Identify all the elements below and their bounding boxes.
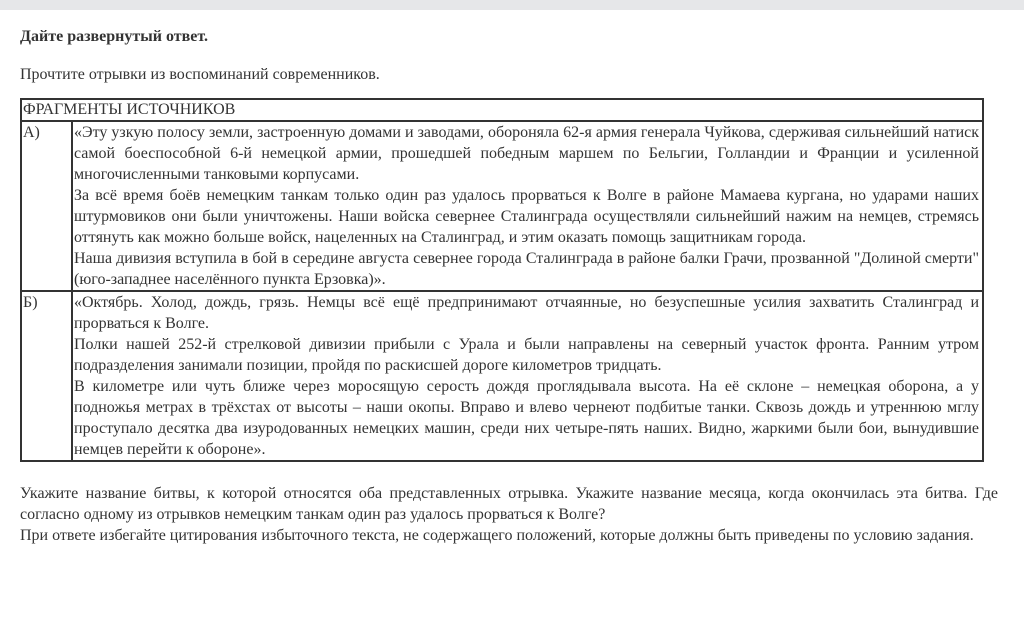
fragment-paragraph: В километре или чуть ближе через моросящую серость дождя проглядывала высота. На её склоне – немецкая оборона, а у подножья метрах в трёхстах от высоты – наши окопы. Вправо и влево чернеют подбитые танки. Сквозь дождь и утреннюю мглу проступало десятка два изуродованных немецких машин, среди них четыре-пять наших. Видно, жаркими были бои, вынудившие немцев перейти к обороне». (74, 378, 979, 458)
task-intro: Прочтите отрывки из воспоминаний современников. (20, 66, 380, 83)
answer-instruction: При ответе избегайте цитирования избыточного текста, не содержащего положений, которые должны быть приведены по условию задания. (20, 527, 974, 544)
table-row (21, 291, 983, 461)
fragment-label-b: Б) (21, 291, 72, 461)
fragment-paragraph: За всё время боёв немецким танкам только один раз удалось прорваться к Волге в районе Мамаева кургана, но ударами наших штурмовиков они были уничтожены. Наши войска севернее Сталинграда осуществляли сильнейший нажим на немцев, стремясь оттянуть как можно больше войск, нацеленных на Сталинград, и этим оказать помощь защитникам города. (74, 187, 979, 246)
fragment-paragraph: Наша дивизия вступила в бой в середине августа севернее города Сталинграда в районе балки Грачи, прозванной "Долиной смерти" (юго-западнее населённого пункта Ерзовка)». (74, 250, 979, 288)
fragment-label-a: А) (21, 121, 72, 291)
sources-table-caption: ФРАГМЕНТЫ ИСТОЧНИКОВ (21, 99, 983, 121)
table-row (21, 121, 983, 291)
fragment-text-b (72, 291, 983, 461)
task-title: Дайте развернутый ответ. (20, 28, 208, 45)
task-content (20, 26, 998, 546)
fragment-paragraph: «Эту узкую полосу земли, застроенную домами и заводами, обороняла 62-я армия генерала Чуйкова, сдерживая сильнейший натиск самой боеспособной 6-й немецкой армии, прошедшей победным маршем по Бельгии, Голландии и Франции и усиленной многочисленными танковыми корпусами. (74, 124, 979, 183)
question-text: Укажите название битвы, к которой относятся оба представленных отрывка. Укажите название месяца, когда окончилась эта битва. Где согласно одному из отрывков немецким танкам один раз удалось прорваться к Волге? (20, 485, 998, 523)
task-question (20, 483, 998, 546)
sources-table (20, 98, 984, 462)
top-bar (0, 0, 1024, 10)
fragment-paragraph: «Октябрь. Холод, дождь, грязь. Немцы всё ещё предпринимают отчаянные, но безуспешные усилия захватить Сталинград и прорваться к Волге. (74, 294, 979, 332)
fragment-paragraph: Полки нашей 252-й стрелковой дивизии прибыли с Урала и были направлены на северный участок фронта. Ранним утром подразделения занимали позиции, пройдя по раскисшей дороге километров тридцать. (74, 336, 979, 374)
fragment-text-a (72, 121, 983, 291)
